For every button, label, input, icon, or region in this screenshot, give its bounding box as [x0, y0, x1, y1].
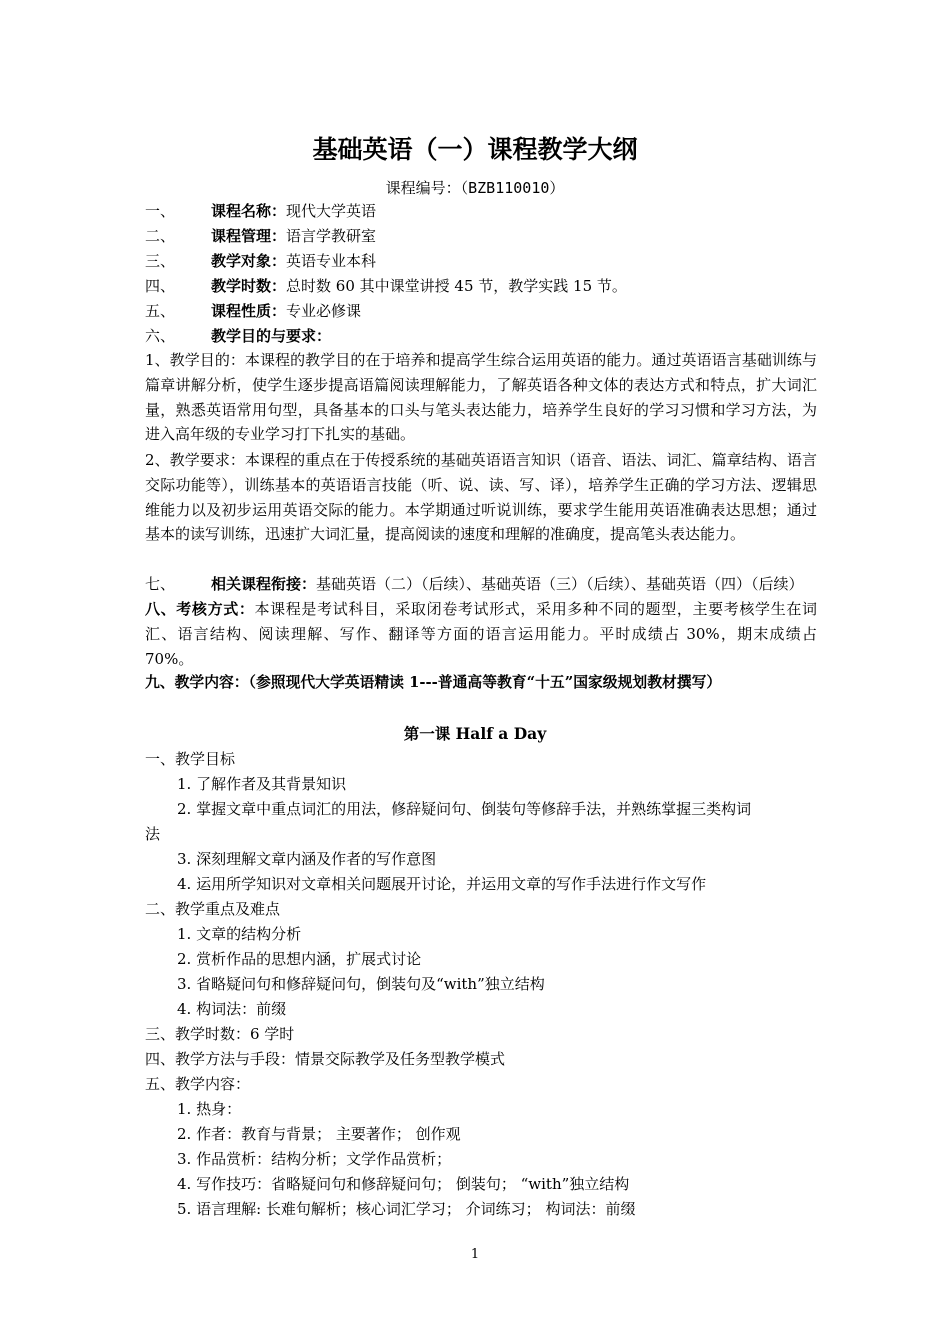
page-title: 基础英语（一）课程教学大纲: [312, 135, 638, 164]
item-label: 课程管理：: [211, 227, 287, 245]
item-course-nature: [145, 300, 825, 322]
list-item: 2. 掌握文章中重点词汇的用法，修辞疑问句、倒装句等修辞手法，并熟练掌握三类构词: [177, 800, 752, 818]
item-value: 专业必修课: [286, 302, 362, 320]
item-label: 相关课程衔接：: [211, 575, 317, 593]
section-heading: 三、教学时数：6 学时: [145, 1025, 295, 1043]
list-item-continuation: 法: [145, 825, 161, 843]
requirement-paragraph: 2、教学要求：本课程的重点在于传授系统的基础英语语言知识（语音、语法、词汇、篇章结构、语言交际功能等），训练基本的英语语言技能（听、说、读、写、译），培养学生正确的学习方法、逻辑思维能力以及初步运用英语交际的能力。本学期通过听说训练，要求学生能用英语准确表达思想；通过基本的读写训练，迅速扩大词汇量，提高阅读的速度和理解的准确度，提高笔头表达能力。: [145, 451, 817, 544]
item-label: 教学时数：: [211, 277, 287, 295]
item-related-courses: [145, 573, 825, 595]
list-item: 1. 文章的结构分析: [177, 925, 302, 943]
teaching-content-heading: 九、教学内容：（参照现代大学英语精读 1---普通高等教育“十五”国家级规划教材撰写）: [145, 674, 722, 691]
item-number: 一、: [145, 202, 176, 220]
list-item: 3. 作品赏析：结构分析；文学作品赏析；: [177, 1150, 452, 1168]
item-value: 基础英语（二）（后续）、基础英语（三）（后续）、基础英语（四）（后续）: [316, 575, 804, 593]
list-item: 3. 深刻理解文章内涵及作者的写作意图: [177, 850, 437, 868]
list-item: 2. 作者：教育与背景； 主要著作； 创作观: [177, 1125, 461, 1143]
list-item: 3. 省略疑问句和修辞疑问句，倒装句及“with”独立结构: [177, 975, 545, 993]
list-item: 5. 语言理解: 长难句解析；核心词汇学习； 介词练习； 构词法：前缀: [177, 1200, 636, 1218]
goal-paragraph: 1、教学目的：本课程的教学目的在于培养和提高学生综合运用英语的能力。通过英语语言基础训练与篇章讲解分析，使学生逐步提高语篇阅读理解能力，了解英语各种文体的表达方式和特点，扩大词汇量，熟悉英语常用句型，具备基本的口头与笔头表达能力，培养学生良好的学习习惯和学习方法，为进入高年级的专业学习打下扎实的基础。: [145, 351, 817, 444]
item-value: 本课程是考试科目，采取闭卷考试形式，采用多种不同的题型，主要考核学生在词汇、语言结构、阅读理解、写作、翻译等方面的语言运用能力。平时成绩占 30%，期末成绩占 70%。: [145, 600, 817, 668]
item-number: 二、: [145, 227, 176, 245]
section-heading: 四、教学方法与手段：情景交际教学及任务型教学模式: [145, 1050, 506, 1068]
item-hours: [145, 275, 825, 297]
item-label: 课程名称：: [211, 202, 287, 220]
assessment-paragraph: [145, 597, 817, 671]
item-value: 总时数 60 其中课堂讲授 45 节，教学实践 15 节。: [286, 277, 627, 295]
item-number: 六、: [145, 327, 176, 345]
list-item: 2. 赏析作品的思想内涵，扩展式讨论: [177, 950, 422, 968]
item-number: 五、: [145, 302, 176, 320]
section-heading: 五、教学内容：: [145, 1075, 251, 1093]
item-label: 课程性质：: [211, 302, 287, 320]
lesson-title: 第一课 Half a Day: [403, 724, 547, 743]
list-item: 4. 运用所学知识对文章相关问题展开讨论，并运用文章的写作手法进行作文写作: [177, 875, 707, 893]
item-label: 教学目的与要求：: [211, 327, 332, 345]
list-item: 4. 写作技巧：省略疑问句和修辞疑问句； 倒装句； “with”独立结构: [177, 1175, 630, 1193]
item-number: 三、: [145, 252, 176, 270]
list-item: 1. 了解作者及其背景知识: [177, 775, 347, 793]
list-item: 4. 构词法：前缀: [177, 1000, 287, 1018]
course-code: 课程编号：（BZB110010）: [385, 179, 565, 197]
item-value: 现代大学英语: [286, 202, 377, 220]
item-label: 八、考核方式：: [145, 600, 255, 618]
section-heading: 一、教学目标: [145, 750, 236, 768]
item-course-management: [145, 225, 825, 247]
item-number: 四、: [145, 277, 176, 295]
item-value: 英语专业本科: [286, 252, 377, 270]
item-course-name: [145, 200, 825, 222]
item-value: 语言学教研室: [286, 227, 377, 245]
item-label: 教学对象：: [211, 252, 287, 270]
item-audience: [145, 250, 825, 272]
list-item: 1. 热身：: [177, 1100, 242, 1118]
page-number: 1: [470, 1247, 480, 1262]
section-heading: 二、教学重点及难点: [145, 900, 281, 918]
item-objectives-heading: [145, 325, 825, 347]
item-number: 七、: [145, 575, 176, 593]
